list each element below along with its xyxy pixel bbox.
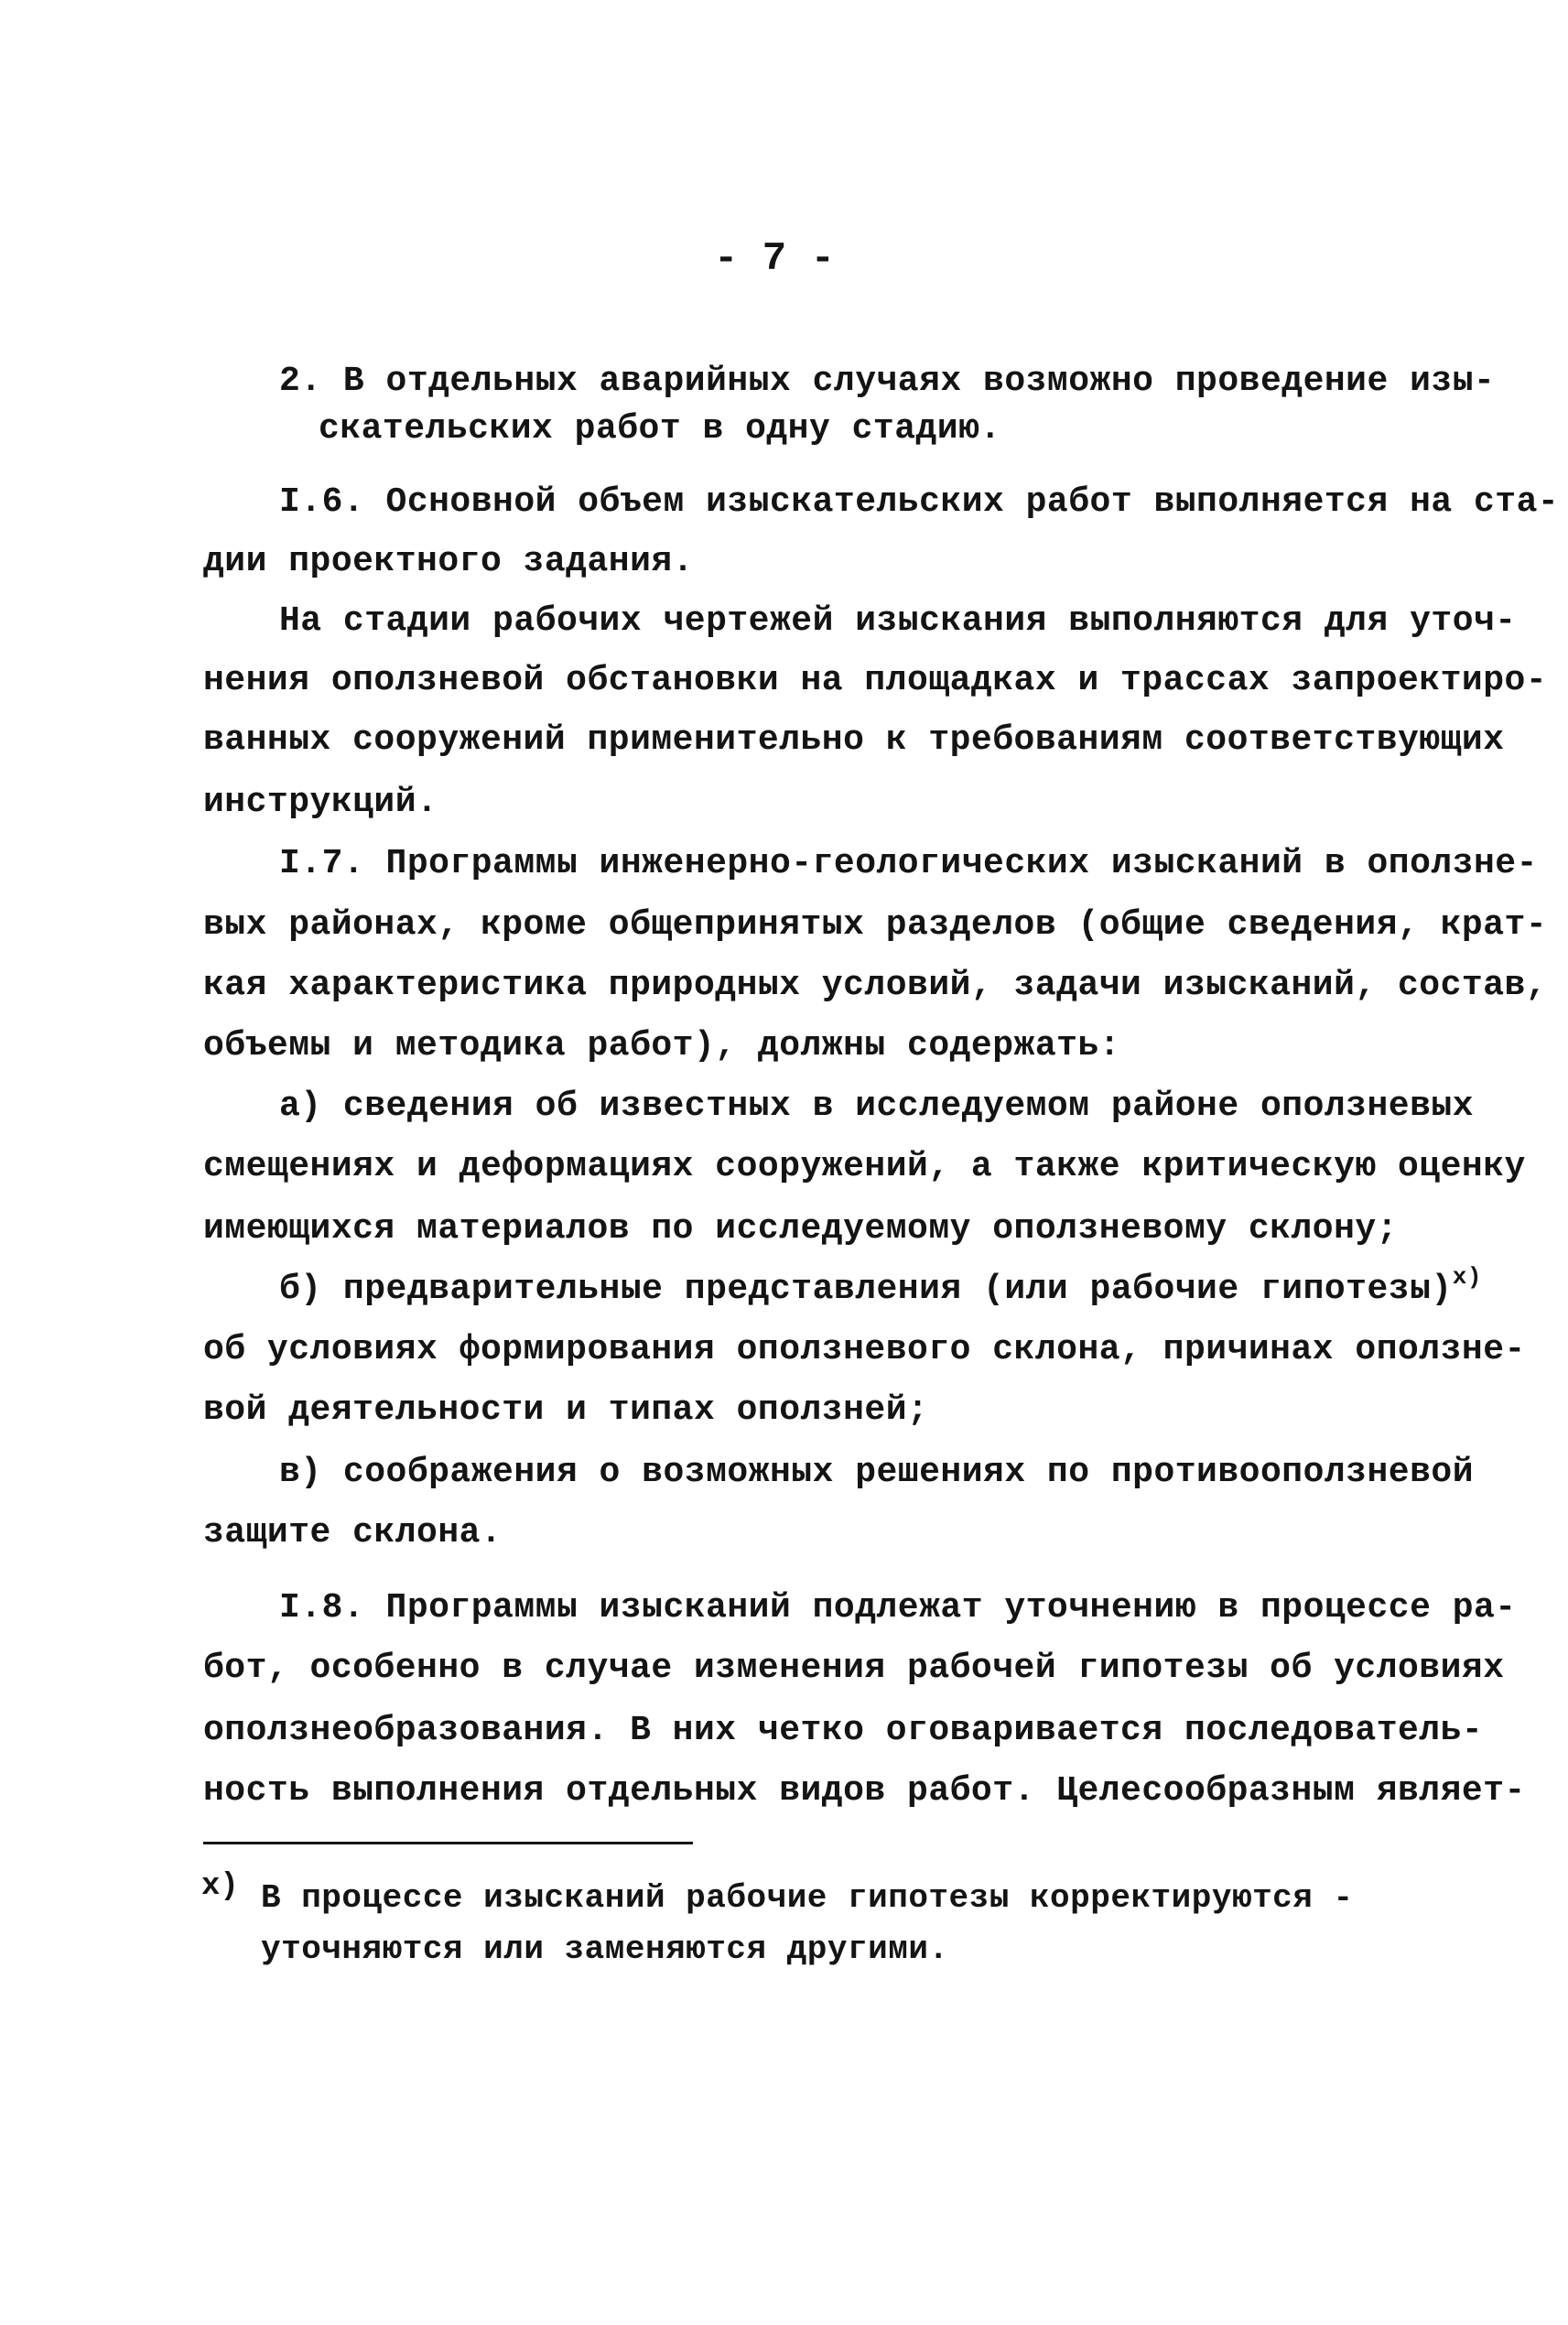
section-1-6-para2-line-3: ванных сооружений применительно к требованиям соответствующих <box>203 720 1505 760</box>
section-1-6-line-2: дии проектного задания. <box>203 542 694 581</box>
section-1-7-line-4: объемы и методика работ), должны содержать: <box>203 1026 1121 1065</box>
item-a-line-2: смещениях и деформациях сооружений, а также критическую оценку <box>203 1147 1526 1186</box>
section-1-8-line-2: бот, особенно в случае изменения рабочей гипотезы об условиях <box>203 1649 1505 1688</box>
item-2-line-1: 2. В отдельных аварийных случаях возможно проведение изы- <box>279 362 1496 401</box>
item-2-line-2: скательских работ в одну стадию. <box>319 409 1001 449</box>
item-b-line-1 <box>279 1263 1482 1309</box>
section-1-8-line-1: I.8. Программы изысканий подлежат уточнению в процессе ра- <box>279 1588 1517 1628</box>
page-number: - 7 - <box>714 236 836 282</box>
item-a-line-3: имеющихся материалов по исследуемому оползневому склону; <box>203 1209 1399 1249</box>
item-b-line-3: вой деятельности и типах оползней; <box>203 1390 929 1430</box>
section-1-6-line-1: I.6. Основной объем изыскательских работ выполняется на ста- <box>279 482 1560 522</box>
section-1-7-line-2: вых районах, кроме общепринятых разделов (общие сведения, крат- <box>203 905 1548 945</box>
section-1-7-line-3: кая характеристика природных условий, задачи изысканий, состав, <box>203 966 1548 1005</box>
section-1-6-para2-line-4: инструкций. <box>203 783 438 822</box>
section-1-8-line-4: ность выполнения отдельных видов работ. Целесообразным являет- <box>203 1771 1526 1811</box>
item-a-line-1: а) сведения об известных в исследуемом районе оползневых <box>279 1087 1475 1126</box>
section-1-7-line-1: I.7. Программы инженерно-геологических изысканий в оползне- <box>279 844 1538 883</box>
section-1-6-para2-line-1: На стадии рабочих чертежей изыскания выполняются для уточ- <box>279 601 1517 641</box>
section-1-8-line-3: оползнеобразования. В них четко оговаривается последователь- <box>203 1711 1484 1750</box>
item-v-line-1: в) соображения о возможных решениях по противооползневой <box>279 1453 1475 1492</box>
footnote-line-1: В процессе изысканий рабочие гипотезы корректируются - <box>261 1879 1354 1917</box>
footnote-reference: x) <box>1452 1263 1482 1291</box>
footnote-line-2: уточняются или заменяются другими. <box>261 1930 949 1968</box>
footnote-mark: x) <box>201 1869 239 1904</box>
item-b-line-2: об условиях формирования оползневого склона, причинах оползне- <box>203 1330 1526 1369</box>
footnote-separator <box>203 1842 693 1844</box>
item-v-line-2: защите склона. <box>203 1513 503 1552</box>
item-b-line-1-text: б) предварительные представления (или рабочие гипотезы) <box>279 1270 1453 1309</box>
section-1-6-para2-line-2: нения оползневой обстановки на площадках и трассах запроектиро- <box>203 661 1548 700</box>
